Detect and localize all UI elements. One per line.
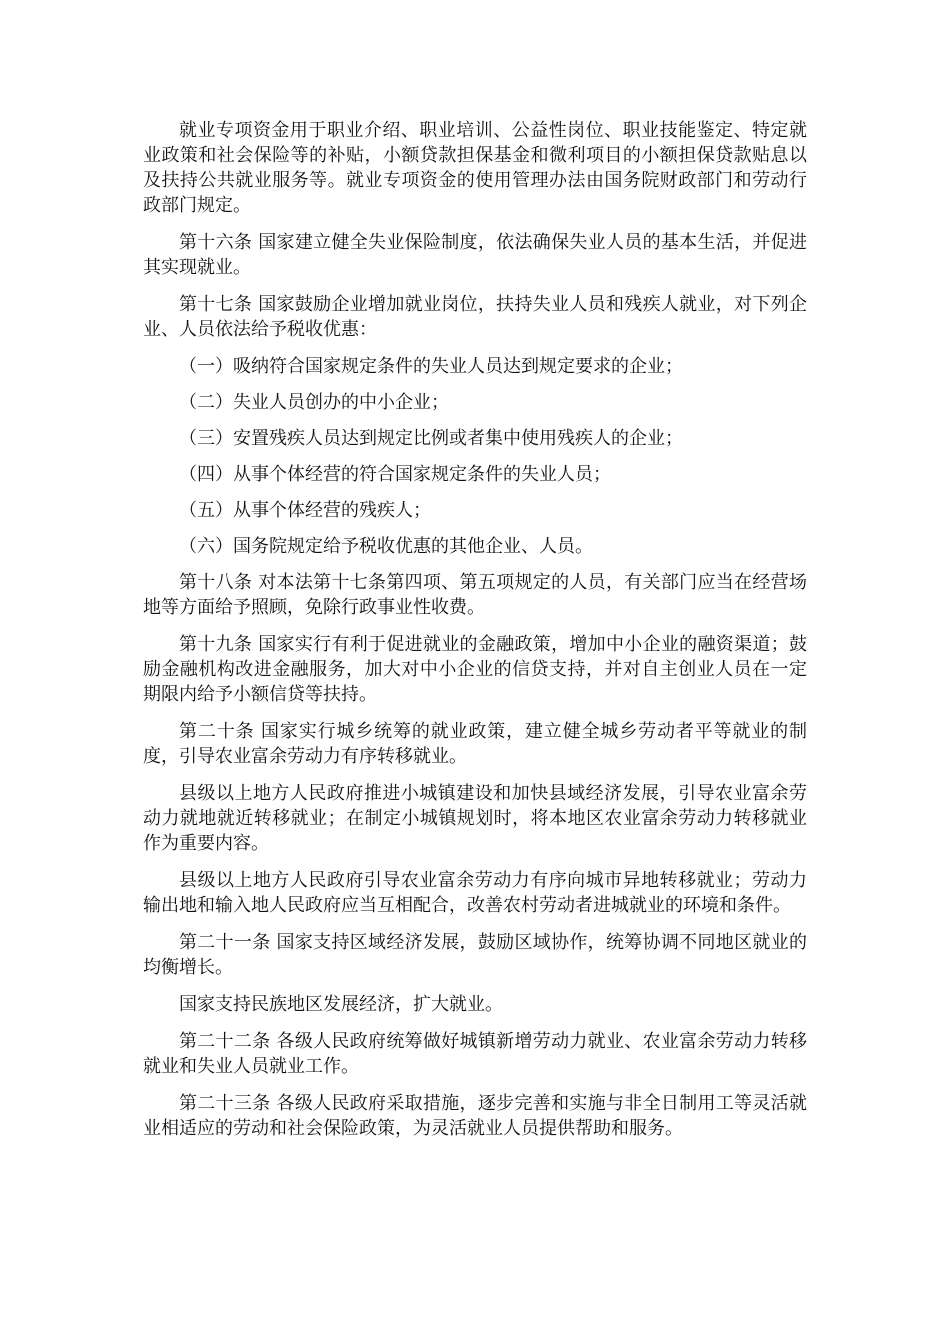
paragraph-employment-fund: 就业专项资金用于职业介绍、职业培训、公益性岗位、职业技能鉴定、特定就业政策和社会保险等的补贴，小额贷款担保基金和微利项目的小额担保贷款贴息以及扶持公共就业服务等。就业专项资金的使用管理办法由国务院财政部门和劳动行政部门规定。 — [143, 120, 807, 216]
article-17-item-4: （四）从事个体经营的符合国家规定条件的失业人员； — [179, 464, 611, 485]
article-17-item-3: （三）安置残疾人员达到规定比例或者集中使用残疾人的企业； — [179, 428, 683, 449]
article-17-item-2: （二）失业人员创办的中小企业； — [179, 392, 449, 413]
paragraph-urban-migration: 县级以上地方人民政府引导农业富余劳动力有序向城市异地转移就业；劳动力输出地和输入地人民政府应当互相配合，改善农村劳动者进城就业的环境和条件。 — [143, 870, 807, 916]
article-17: 第十七条 国家鼓励企业增加就业岗位，扶持失业人员和残疾人就业，对下列企业、人员依法给予税收优惠： — [143, 294, 807, 340]
article-21: 第二十一条 国家支持区域经济发展，鼓励区域协作，统筹协调不同地区就业的均衡增长。 — [143, 932, 807, 978]
article-22: 第二十二条 各级人民政府统筹做好城镇新增劳动力就业、农业富余劳动力转移就业和失业人员就业工作。 — [143, 1031, 807, 1077]
document-body — [143, 118, 807, 1153]
article-19: 第十九条 国家实行有利于促进就业的金融政策，增加中小企业的融资渠道；鼓励金融机构改进金融服务，加大对中小企业的信贷支持，并对自主创业人员在一定期限内给予小额信贷等扶持。 — [143, 634, 807, 705]
paragraph-small-town-development: 县级以上地方人民政府推进小城镇建设和加快县域经济发展，引导农业富余劳动力就地就近转移就业；在制定小城镇规划时，将本地区农业富余劳动力转移就业作为重要内容。 — [143, 783, 807, 854]
article-17-item-6: （六）国务院规定给予税收优惠的其他企业、人员。 — [179, 536, 593, 557]
article-18: 第十八条 对本法第十七条第四项、第五项规定的人员，有关部门应当在经营场地等方面给予照顾，免除行政事业性收费。 — [143, 572, 807, 618]
article-20: 第二十条 国家实行城乡统筹的就业政策，建立健全城乡劳动者平等就业的制度，引导农业富余劳动力有序转移就业。 — [143, 721, 807, 767]
paragraph-ethnic-regions: 国家支持民族地区发展经济，扩大就业。 — [179, 994, 503, 1015]
article-23: 第二十三条 各级人民政府采取措施，逐步完善和实施与非全日制用工等灵活就业相适应的劳动和社会保险政策，为灵活就业人员提供帮助和服务。 — [143, 1093, 807, 1139]
article-17-item-1: （一）吸纳符合国家规定条件的失业人员达到规定要求的企业； — [179, 356, 683, 377]
article-17-item-5: （五）从事个体经营的残疾人； — [179, 500, 431, 521]
article-16: 第十六条 国家建立健全失业保险制度，依法确保失业人员的基本生活，并促进其实现就业。 — [143, 232, 807, 278]
